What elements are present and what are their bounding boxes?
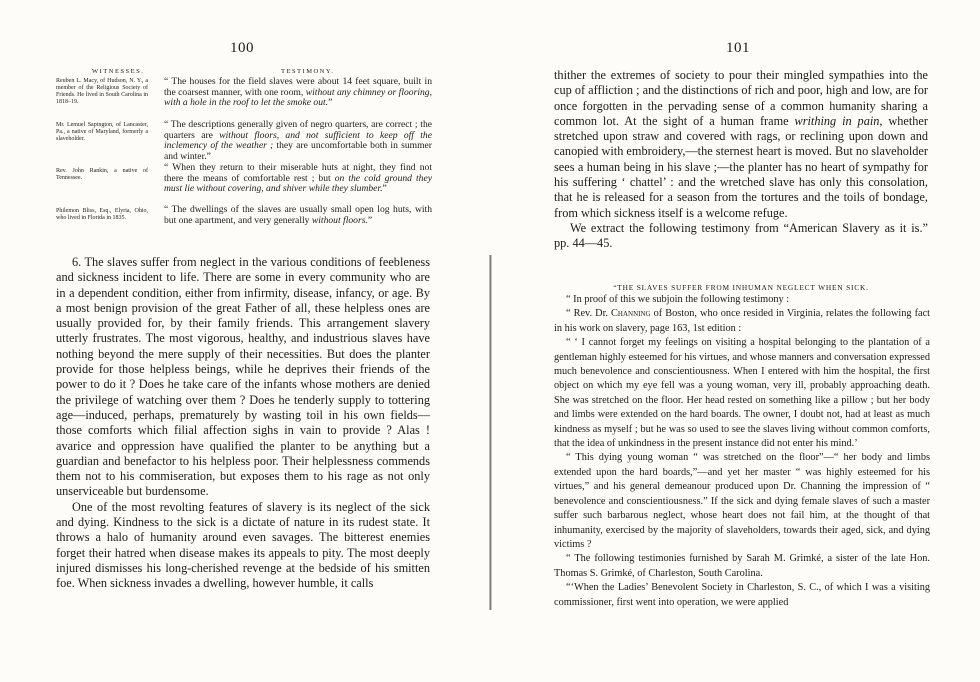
quoted-testimony — [554, 293, 930, 610]
testimony-heading: TESTIMONY. — [281, 68, 335, 75]
italic-run: without any chimney or flooring, with a hole in the roof to let the smoke out. — [164, 86, 432, 109]
text-run: of Boston, who once resided in Virginia, relates the following fact in his work on slavery, page 163, 1st edition : — [554, 308, 931, 334]
section-heading: “THE SLAVES SUFFER FROM INHUMAN NEGLECT WHEN SICK. — [613, 283, 869, 292]
paragraph-extract: We extract the following testimony from “American Slavery as it is.” pp. 44—45. — [554, 220, 928, 251]
witness-bliss: Philemon Bliss, Esq., Elyria, Ohio, who lived in Florida in 1835. — [56, 208, 148, 221]
witness-sapington: Mr. Lemuel Sapington, of Lancaster, Pa., a native of Maryland, formerly a slaveholder. — [56, 122, 148, 142]
smallcaps-run: Channing — [611, 308, 651, 320]
text-run: When I entered with him the hospital, the first object on which my eye fell was a young woman, very ill, probably approaching death. She was stretched on the floor. Her head rested on something like a pillow ; but — [554, 366, 931, 406]
italic-run: highly esteemed for his virtues, — [599, 351, 730, 363]
italic-run: majority — [676, 524, 712, 536]
right-page — [494, 0, 980, 682]
quote-paragraph — [554, 293, 930, 307]
italic-run: stretched on the floor — [723, 452, 820, 464]
italic-run: her body and limbs were extended on the hard boards. — [554, 394, 930, 421]
text-run: they are uncomfortable both in summer and winter.” — [164, 140, 432, 162]
italic-run: conscientiousness. — [653, 366, 730, 378]
text-run: of slaveholders, towards their aged, sick, and dying victims ? — [554, 524, 931, 550]
text-run: thither the extremes of society to pour their mingled sympathies into the cup of affliction ; and the distinctions of rich and poor, high and low, are for once forgotten in the pervading sense of a common humanity sharing a common lot. At the sight of a human frame — [554, 68, 928, 128]
testimony-bliss — [164, 205, 432, 226]
testimony-macy — [164, 77, 432, 109]
paragraph-continuation — [554, 68, 928, 221]
left-page — [0, 0, 486, 682]
testimony-rankin — [164, 163, 432, 195]
testimony-sapington — [164, 120, 432, 162]
text-run: whether stretched upon straw and covered with rags, or reclining upon down and canopied with embroidery,—the sternest heart is moved. But no slaveholder sees a human being in his slave ;—the planter has no heart of sympathy for his suffering ‘ chattel’ : and the wretched slave has only this consolation, that he is released for a season from the tortures and the toils of bondage, from which sickness itself is a welcome refuge. — [554, 113, 928, 220]
italic-run: without floors. — [311, 214, 368, 226]
book-gutter — [489, 255, 492, 610]
italic-run: dying — [598, 452, 623, 464]
text-run: young woman “ was — [622, 452, 724, 464]
text-run: “ ‘ I cannot forget my feelings on visiting a hospital belonging to the plantation of a gentleman — [554, 337, 930, 363]
quote-paragraph — [554, 451, 930, 552]
text-run: ” — [328, 97, 333, 109]
witness-macy: Reuben L. Macy, of Hudson, N. Y., a member of the Religious Society of Friends. He lived in South Carolina in 1818–19. — [56, 78, 148, 105]
text-run: and — [631, 366, 654, 378]
text-run: slaves of — [829, 495, 873, 507]
right-main-text — [554, 68, 928, 252]
quote-paragraph — [554, 552, 930, 581]
witnesses-heading: WITNESSES. — [92, 68, 145, 75]
italic-run: without floors, and not sufficient to keep off the inclemency of the weather ; — [164, 129, 432, 152]
text-run: ” — [382, 183, 387, 195]
quote-paragraph — [554, 581, 930, 610]
italic-run: sick and dying female — [736, 495, 830, 507]
italic-run: on the cold ground they must lie without covering, and shiver while they slumber. — [164, 172, 432, 195]
text-run: “ In proof of this we subjoin the following testimony : — [566, 294, 790, 305]
text-run: ”—“ her body and limbs extended upon the hard boards,”—and yet her master “ was highly esteemed for his virtues,” and his general demeanour produced upon Dr. Channing the impression of “ benevolence and conscientiousness.” If the — [554, 452, 931, 507]
text-run: “ The following testimonies furnished by Sarah M. Grimké, a sister of the late Hon. Thomas S. Grimké, of Charleston, South Carolina. — [554, 553, 930, 579]
left-main-text — [56, 255, 430, 592]
text-run: “ The houses for the field slaves were about 14 feet square, built in the coarsest manner, with one room, — [164, 76, 432, 98]
text-run: and whose manners and conversation expressed much — [554, 351, 930, 378]
italic-run: writhing in pain, — [794, 113, 883, 128]
page-number-right: 101 — [726, 40, 750, 56]
text-run: The owner, I doubt not, had at least as much kindness as myself ; but he was so used to see the slaves living without common comforts, that the idea of unkindness in the present instance did not enter his mind.’ — [554, 409, 930, 450]
italic-run: benevolence — [580, 366, 632, 378]
witness-rankin: Rev. John Rankin, a native of Tennessee. — [56, 168, 148, 181]
quote-paragraph — [554, 336, 930, 451]
text-run: “ This — [566, 452, 599, 464]
page-number-left: 100 — [230, 40, 254, 56]
text-run: “ The descriptions generally given of negro quarters, are correct ; the quarters are — [164, 119, 432, 141]
text-run: “ Rev. Dr. — [566, 308, 612, 320]
text-run: “ The dwellings of the slaves are usually small open log huts, with but one apartment, and very generally — [164, 204, 432, 226]
paragraph-neglect: 6. The slaves suffer from neglect in the various conditions of feebleness and sickness incident to life. There are some in every community who are in a dependent condition, either from infirmity, disease, infancy, or age. By a most benign provision of the great Father of all, these helpless ones are usually provided for, by their family friends. This arrangement slavery utterly frustrates. The most vigorous, healthy, and industrious slaves have nothing beyond the mere supply of their necessities. But does the planter provide for those helpless beings, while he deprives their friends of the power to do it ? Does he take care of the infants whose mothers are denied the privilege of watching over them ? Does he tenderly supply to tottering age—induced, perhaps, prematurely by wasting toil in his own fields—those comforts which filial affection sighs in vain to provide ? Alas ! avarice and oppression have qualified the planter to be anything but a guardian and benefactor to his helpless poor. Their helplessness commends them not to his commiseration, but exposes them to his rage as not only unserviceable but burdensome. — [56, 255, 430, 499]
text-run: ” — [367, 214, 373, 226]
quote-paragraph — [554, 307, 930, 336]
text-run: “‘When the Ladies’ Benevolent Society in Charleston, S. C., of which I was a visiting commissioner, first went into operation, we were applied — [554, 582, 930, 608]
text-run: “ When they return to their miserable huts at night, they find not there the means of comfortable rest ; but — [164, 162, 432, 184]
text-run: a master suffer such barbarous neglect, whose heart does not fail him, at the thought of that inhumanity, exercised by the — [554, 495, 930, 536]
italic-run: such — [872, 495, 892, 507]
paragraph-sick-and-dying: One of the most revolting features of slavery is its neglect of the sick and dying. Kindness to the sick is a dictate of nature in its rudest state. It throws a halo of humanity around even savages. The bitterest enemies forget their hatred when disease makes its appeals to pity. The most deeply injured dismisses his long-cherished revenge at the bedside of his smitten foe. When sickness invades a dwelling, however humble, it calls — [56, 499, 430, 591]
